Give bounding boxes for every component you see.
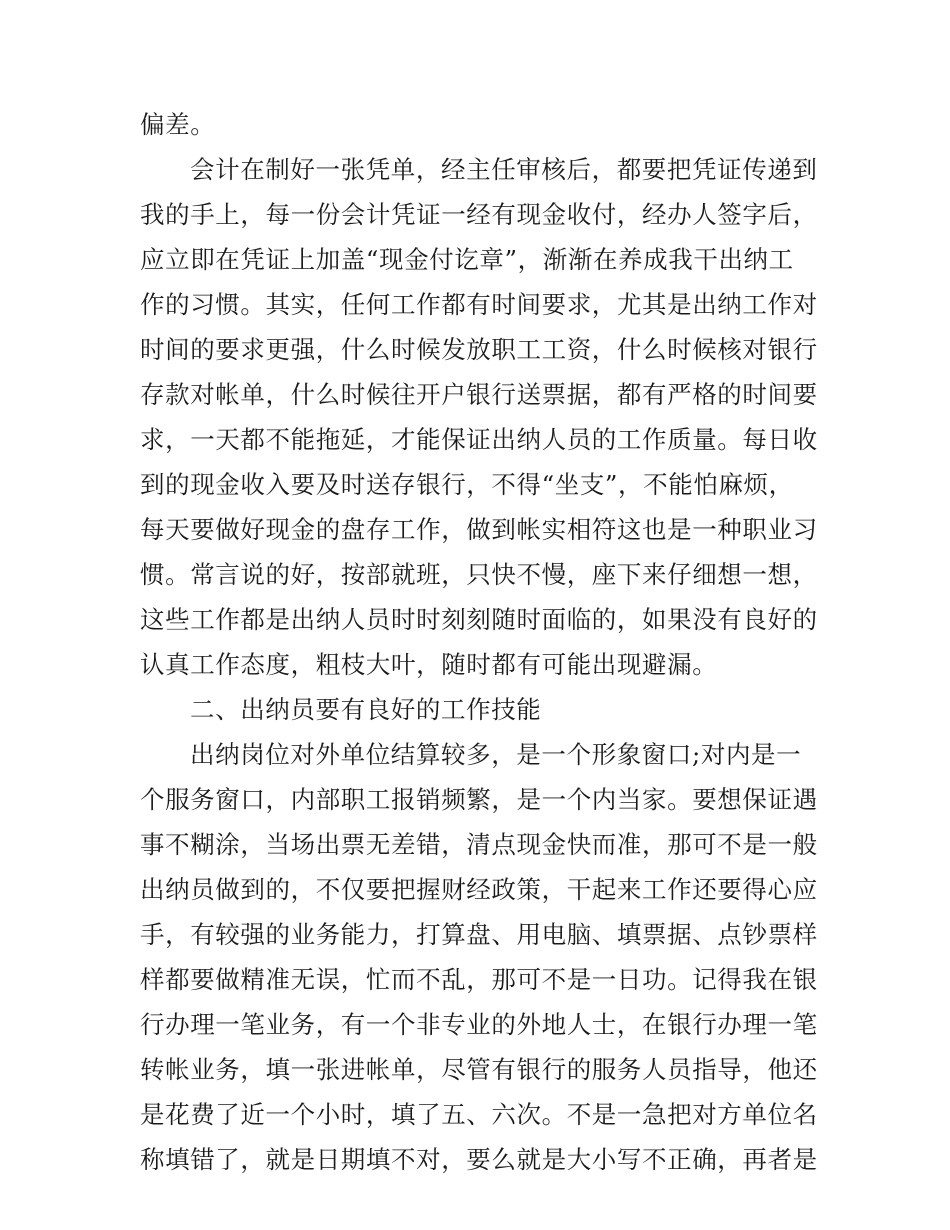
text-line: 认真工作态度，粗枝大叶，随时都有可能出现避漏。 <box>140 650 718 679</box>
text-line: 存款对帐单，什么时候往开户银行送票据，都有严格的时间要 <box>140 380 818 409</box>
text-line: 出纳员做到的，不仅要把握财经政策，干起来工作还要得心应 <box>140 875 818 904</box>
text-line: 转帐业务，填一张进帐单，尽管有银行的服务人员指导，他还 <box>140 1055 818 1084</box>
text-line: 称填错了，就是日期填不对，要么就是大小写不正确，再者是 <box>140 1145 818 1174</box>
text-line: 样都要做精准无误，忙而不乱，那可不是一日功。记得我在银 <box>140 965 818 994</box>
text-line: 时间的要求更强，什么时候发放职工工资，什么时候核对银行 <box>140 335 818 364</box>
text-line: 作的习惯。其实，任何工作都有时间要求，尤其是出纳工作对 <box>140 290 818 319</box>
text-line: 我的手上，每一份会计凭证一经有现金收付，经办人签字后， <box>140 200 818 229</box>
text-line: 行办理一笔业务，有一个非专业的外地人士，在银行办理一笔 <box>140 1010 818 1039</box>
text-line: 应立即在凭证上加盖“现金付讫章”，渐渐在养成我干出纳工 <box>140 245 794 274</box>
paragraph-start-line: 出纳岗位对外单位结算较多，是一个形象窗口;对内是一 <box>190 740 802 769</box>
paragraph-start-line: 会计在制好一张凭单，经主任审核后，都要把凭证传递到 <box>190 155 818 184</box>
text-line: 偏差。 <box>140 110 216 139</box>
text-line: 到的现金收入要及时送存银行，不得“坐支”，不能怕麻烦， <box>140 470 794 499</box>
text-line: 这些工作都是出纳人员时时刻刻随时面临的，如果没有良好的 <box>140 605 818 634</box>
text-line: 惯。常言说的好，按部就班，只快不慢，座下来仔细想一想， <box>140 560 818 589</box>
text-line: 是花费了近一个小时，填了五、六次。不是一急把对方单位名 <box>140 1100 818 1129</box>
text-line: 每天要做好现金的盘存工作，做到帐实相符这也是一种职业习 <box>140 515 818 544</box>
text-line: 个服务窗口，内部职工报销频繁，是一个内当家。要想保证遇 <box>140 785 818 814</box>
text-line: 事不糊涂，当场出票无差错，清点现金快而准，那可不是一般 <box>140 830 818 859</box>
text-line: 求，一天都不能拖延，才能保证出纳人员的工作质量。每日收 <box>140 425 818 454</box>
section-heading: 二、出纳员要有良好的工作技能 <box>190 695 542 724</box>
text-line: 手，有较强的业务能力，打算盘、用电脑、填票据、点钞票样 <box>140 920 818 949</box>
